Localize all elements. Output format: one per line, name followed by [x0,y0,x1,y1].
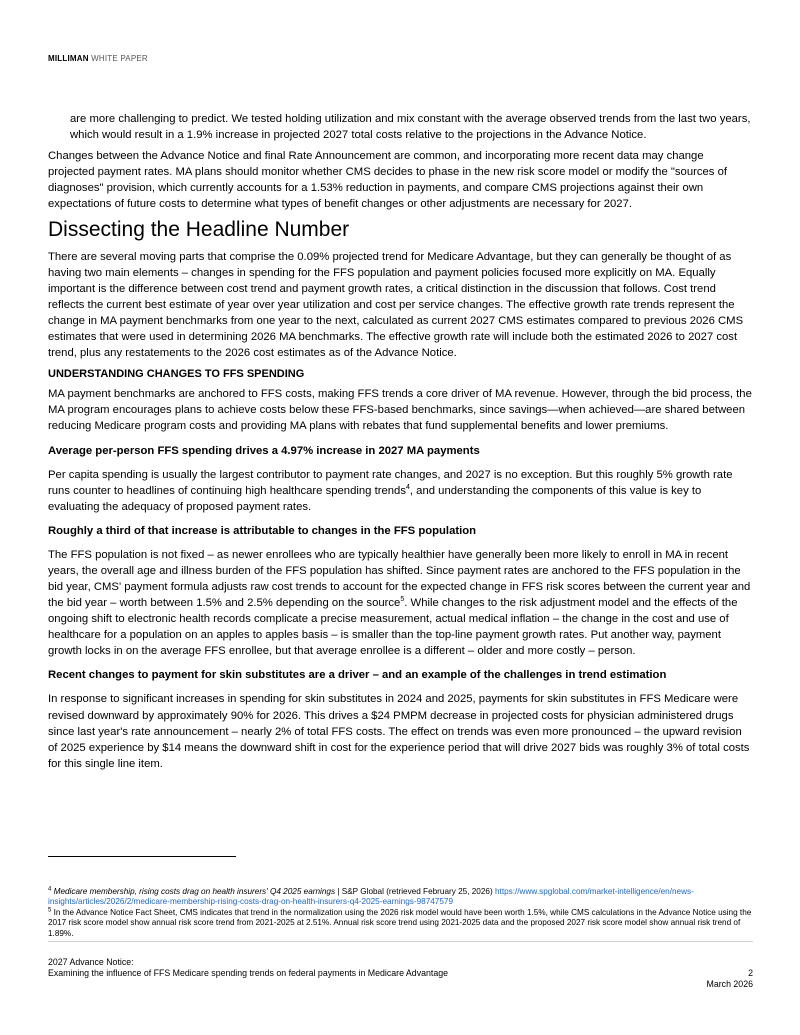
footer-date: March 2026 [706,979,753,989]
footnote-ref-4[interactable]: 4 [405,483,410,491]
subsection-title: UNDERSTANDING CHANGES TO FFS SPENDING [48,368,305,381]
header-brand: MILLIMAN [48,54,89,63]
paragraph-ffs-population: The FFS population is not fixed – as newer enrollees who are typically healthier have generally been more likely to enroll in MA in recent years, the overall age and illness burden of the FFS population has shifted. Since payment rates are anchored to the FFS population in the bid year, CMS' payment formula adjusts raw cost trends to account for the expected change in FFS risk scores between the current year and the bid year – worth between 1.5% and 2.5% depending on the source$^5$. While changes to the risk adjustment model and the effects of the ongoing shift to electronic health records complicate a precise measurement, actual medical inflation – the change in the cost and use of healthcare for a population on an apples to apples basis – is smaller than the top-line payment growth rates. Put another way, payment growth locks in on the average FFS enrollee, but that average enrollee is a different – older and more costly – person. [48,548,751,658]
header-label: WHITE PAPER [91,54,148,63]
footer-divider [48,941,753,942]
heading-ffs-population: Roughly a third of that increase is attributable to changes in the FFS population [48,524,477,537]
paragraph-skin-substitutes: In response to significant increases in spending for skin substitutes in 2024 and 2025, payments for skin substitutes in FFS Medicare were revised downward by approximately 90% for 2026. This drives a $24 PMPM decrease in projected costs for physician administered drugs since last year's rate announcement – nearly 2% of total FFS costs. The effect on trends was even more pronounced – the upward revision of 2025 experience by $14 means the downward shift in cost for the experience period that will drive 2027 bids was roughly 3% of total costs for this single line item. [48,693,750,770]
heading-skin-substitutes: Recent changes to payment for skin substitutes are a driver – and an example of the challenges in trend estimation [48,669,667,682]
subsection-paragraph: MA payment benchmarks are anchored to FFS costs, making FFS trends a core driver of MA revenue. However, through the bid process, the MA program encourages plans to achieve costs below these FFS-based benchmarks, since savings—when achieved—are shared between reducing Medicare program costs and providing MA plans with rebates that fund supplemental benefits and lower premiums. [48,388,752,433]
footnotes [48,887,753,939]
footer-title-line1: 2027 Advance Notice: [48,957,134,967]
section-paragraph: There are several moving parts that comprise the 0.09% projected trend for Medicare Advantage, but they can generally be thought of as having two main elements – changes in spending for the FFS population and payment policies focused more explicitly on MA. Equally important is the difference between cost trend and payment growth rates, a critical distinction in the discussion that follows. Cost trend reflects the current best estimate of year over year utilization and cost per service changes. The effective growth rate trends represent the change in MA payment benchmarks from one year to the next, calculated as current 2027 CMS estimates compared to previous 2026 CMS estimates that were used in determining 2026 MA benchmarks. The effective growth rate will include both the estimated 2026 to 2027 cost trend, plus any restatements to the 2026 cost estimates as of the Advance Notice. [48,250,744,360]
main-content [48,111,753,777]
footnote-divider [48,856,236,857]
bullet-continuation: are more challenging to predict. We tested holding utilization and mix constant with the average observed trends from the last two years, which would result in a 1.9% increase in projected 2027 total costs relative to the projections in the Advance Notice. [70,113,751,142]
footnote-ref-5[interactable]: 5 [400,596,405,604]
section-title: Dissecting the Headline Number [48,217,350,241]
footer-title-line2: Examining the influence of FFS Medicare spending trends on federal payments in Medicare Advantage [48,968,449,978]
page-header [48,54,148,63]
intro-paragraph: Changes between the Advance Notice and final Rate Announcement are common, and incorporating more recent data may change projected payment rates. MA plans should monitor whether CMS decides to phase in the new risk score model or modify the "sources of diagnoses" provision, which currently accounts for a 1.53% reduction in payments, and compare CMS projections against their own expectations of future costs to determine what types of benefit changes or other adjustments are necessary for 2027. [48,150,728,211]
footnote-5: $^5$ In the Advance Notice Fact Sheet, CMS indicates that trend in the normalization using the 2026 risk model would have been worth 1.5%, while CMS calculations in the Advance Notice using the 2017 risk score model show annual risk score trend from 2021-2025 at 2.51%. Annual risk score trend using 2021-2025 data and the proposed 2027 risk score model show annual risk trend of 1.89%. [48,907,752,938]
page-footer [48,957,753,989]
page-number: 2 [748,968,753,978]
paragraph-ffs-spending: Per capita spending is usually the largest contributor to payment rate changes, and 2027 is no exception. But this roughly 5% growth rate runs counter to headlines of continuing high healthcare spending trends$^4$, and understanding the components of this value is key to evaluating the adequacy of proposed payment rates. [48,468,733,513]
heading-ffs-spending: Average per-person FFS spending drives a 4.97% increase in 2027 MA payments [48,444,480,457]
footnote-4: $^4$ Medicare membership, rising costs drag on health insurers' Q4 2025 earnings | S&P Global (retrieved February 25, 2026) https://www.spglobal.com/market-intelligence/en/news-insights/articles/2026/2/medicare-membership-rising-costs-drag-on-health-insurers-q4-2025-earnings-98747579 [48,886,694,907]
footnote-4-link[interactable]: https://www.spglobal.com/market-intelligence/en/news-insights/articles/2026/2/medicare-membership-rising-costs-drag-on-health-insurers-q4-2025-earnings-98747579 [48,887,694,907]
